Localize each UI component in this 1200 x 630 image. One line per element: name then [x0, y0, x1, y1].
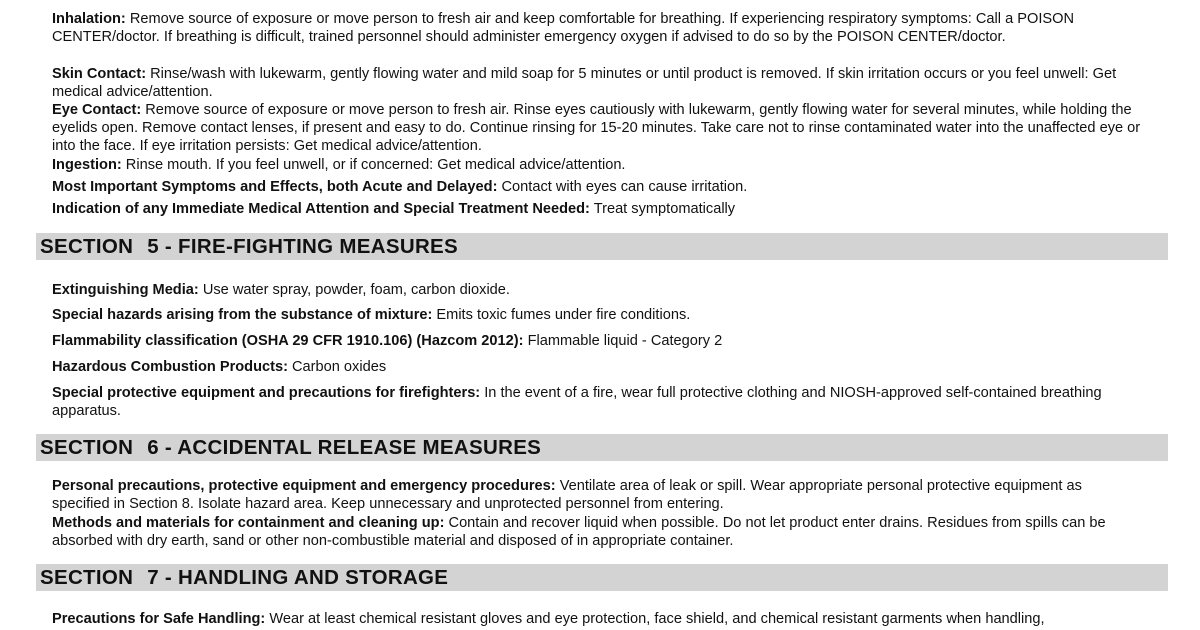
section-7-heading: 7 - HANDLING AND STORAGE: [147, 566, 449, 589]
eye-contact-paragraph: [52, 101, 1142, 156]
section-6-heading: 6 - ACCIDENTAL RELEASE MEASURES: [147, 436, 542, 459]
extinguishing-media-label: Extinguishing Media:: [52, 282, 199, 298]
firefighter-equipment-label: Special protective equipment and precautions for firefighters:: [52, 385, 481, 401]
eye-contact-text: Remove source of exposure or move person to fresh air. Rinse eyes cautiously with lukewarm, gently flowing water for several minutes, while holding the eyelids open. Remove contact lenses, if present and easy to do. Continue rinsing for 15-20 minutes. Take care not to rinse contaminated water into the unaffected eye or into the face. If eye irritation persists: Get medical advice/attention.: [52, 102, 1141, 155]
special-hazards-label: Special hazards arising from the substance of mixture:: [52, 307, 433, 323]
personal-precautions-text: Ventilate area of leak or spill. Wear appropriate personal protective equipment as specified in Section 8. Isolate hazard area. Keep unnecessary and unprotected personnel from entering.: [52, 478, 1082, 513]
firefighter-equipment-text: In the event of a fire, wear full protective clothing and NIOSH-approved self-contained breathing apparatus.: [52, 385, 1102, 420]
safe-handling-text: Wear at least chemical resistant gloves and eye protection, face shield, and chemical resistant garments when handling,: [269, 611, 1045, 627]
section-5-title: [40, 234, 458, 259]
symptoms-paragraph: [52, 178, 1142, 196]
skin-contact-label: Skin Contact:: [52, 66, 147, 82]
medical-attention-text: Treat symptomatically: [593, 201, 736, 217]
section-5-word: SECTION: [40, 235, 134, 258]
extinguishing-media-paragraph: [52, 281, 1142, 299]
symptoms-text: Contact with eyes can cause irritation.: [501, 179, 748, 195]
containment-label: Methods and materials for containment and cleaning up:: [52, 515, 445, 531]
section-5-heading: 5 - FIRE-FIGHTING MEASURES: [147, 235, 458, 258]
special-hazards-paragraph: [52, 306, 1142, 324]
safe-handling-label: Precautions for Safe Handling:: [52, 611, 266, 627]
inhalation-label: Inhalation:: [52, 11, 126, 27]
medical-attention-paragraph: [52, 200, 1142, 218]
skin-contact-paragraph: [52, 65, 1142, 101]
section-7-title: [40, 565, 448, 590]
section-7-header: [36, 564, 1168, 591]
section-6-title: [40, 435, 541, 460]
section-6-header: [36, 434, 1168, 461]
containment-text: Contain and recover liquid when possible. Do not let product enter drains. Residues from spills can be absorbed with dry earth, sand or other non-combustible material and disposed of in appropriate container.: [52, 515, 1106, 550]
inhalation-text: Remove source of exposure or move person to fresh air and keep comfortable for breathing. If experiencing respiratory symptoms: Call a POISON CENTER/doctor. If breathing is difficult, trained personnel should administer emergency oxygen if advised to do so by the POISON CENTER/doctor.: [52, 11, 1075, 46]
skin-contact-text: Rinse/wash with lukewarm, gently flowing water and mild soap for 5 minutes or until product is removed. If skin irritation occurs or you feel unwell: Get medical advice/attention.: [52, 66, 1117, 101]
ingestion-paragraph: [52, 156, 1142, 174]
combustion-products-label: Hazardous Combustion Products:: [52, 359, 288, 375]
flammability-label: Flammability classification (OSHA 29 CFR 1910.106) (Hazcom 2012):: [52, 333, 524, 349]
section-5-header: [36, 233, 1168, 260]
combustion-products-paragraph: [52, 358, 1142, 376]
ingestion-text: Rinse mouth. If you feel unwell, or if concerned: Get medical advice/attention.: [125, 157, 626, 173]
flammability-text: Flammable liquid - Category 2: [527, 333, 723, 349]
extinguishing-media-text: Use water spray, powder, foam, carbon dioxide.: [202, 282, 510, 298]
personal-precautions-label: Personal precautions, protective equipment and emergency procedures:: [52, 478, 556, 494]
section-7-word: SECTION: [40, 566, 134, 589]
eye-contact-label: Eye Contact:: [52, 102, 142, 118]
containment-paragraph: [52, 514, 1142, 550]
symptoms-label: Most Important Symptoms and Effects, both Acute and Delayed:: [52, 179, 498, 195]
combustion-products-text: Carbon oxides: [292, 359, 387, 375]
personal-precautions-paragraph: [52, 477, 1142, 513]
flammability-paragraph: [52, 332, 1142, 350]
firefighter-equipment-paragraph: [52, 384, 1142, 420]
special-hazards-text: Emits toxic fumes under fire conditions.: [436, 307, 691, 323]
ingestion-label: Ingestion:: [52, 157, 122, 173]
safe-handling-paragraph: [52, 610, 1182, 628]
inhalation-paragraph: [52, 10, 1142, 46]
medical-attention-label: Indication of any Immediate Medical Attention and Special Treatment Needed:: [52, 201, 590, 217]
section-6-word: SECTION: [40, 436, 134, 459]
